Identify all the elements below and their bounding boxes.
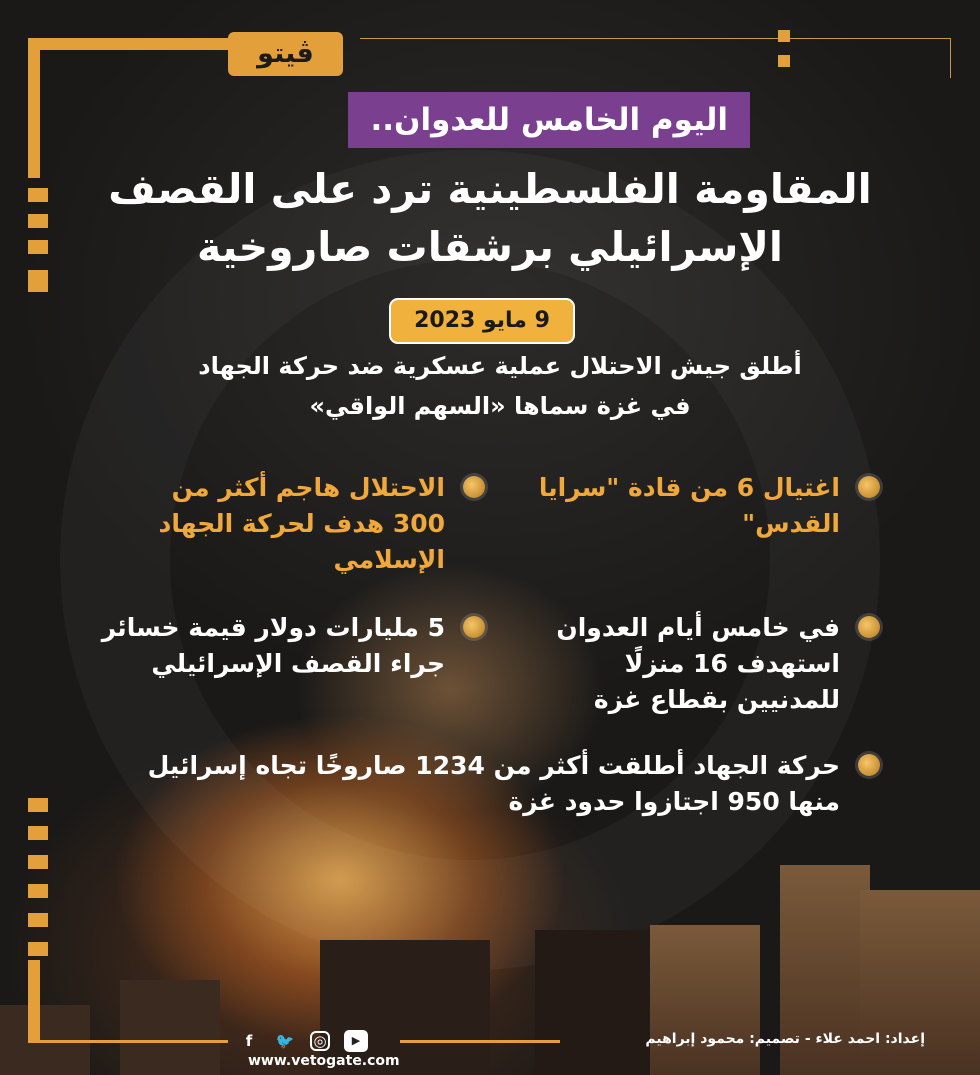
intro-line-2: في غزة سماها «السهم الواقي» bbox=[309, 392, 691, 420]
facebook-icon[interactable]: f bbox=[245, 1032, 253, 1050]
design-by: تصميم: محمود إبراهيم bbox=[645, 1031, 800, 1047]
bullet-item-homes: في خامس أيام العدوان استهدف 16 منزلًا للمدنيين بقطاع غزة bbox=[480, 610, 880, 718]
bullet-item-targets: الاحتلال هاجم أكثر من 300 هدف لحركة الجهاد الإسلامي bbox=[75, 470, 485, 578]
bullet-item-losses: 5 مليارات دولار قيمة خسائر جراء القصف الإسرائيلي bbox=[15, 610, 485, 682]
twitter-icon[interactable]: 🐦 bbox=[275, 1032, 295, 1050]
bullet-dot-icon bbox=[858, 616, 880, 638]
brand-logo: ڤيتو bbox=[228, 32, 343, 76]
headline bbox=[60, 160, 920, 276]
headline-line-2: الإسرائيلي برشقات صاروخية bbox=[197, 223, 783, 271]
intro-line-1: أطلق جيش الاحتلال عملية عسكرية ضد حركة الجهاد bbox=[198, 352, 802, 380]
social-links bbox=[238, 1030, 368, 1052]
intro-text bbox=[120, 346, 880, 426]
bullet-item-rockets: حركة الجهاد أطلقت أكثر من 1234 صاروخًا تجاه إسرائيل منها 950 اجتازوا حدود غزة bbox=[60, 748, 880, 820]
website-link[interactable]: www.vetogate.com bbox=[248, 1053, 400, 1069]
bullet-item-assassination: اغتيال 6 من قادة "سرايا القدس" bbox=[480, 470, 880, 542]
bullet-dot-icon bbox=[463, 476, 485, 498]
prepared-by: إعداد: احمد علاء bbox=[815, 1031, 925, 1047]
headline-line-1: المقاومة الفلسطينية ترد على القصف bbox=[108, 165, 872, 213]
instagram-icon[interactable]: ◎ bbox=[310, 1031, 330, 1051]
frame-top-bar bbox=[28, 38, 228, 50]
credits: إعداد: احمد علاء - تصميم: محمود إبراهيم bbox=[645, 1031, 925, 1047]
footer-divider bbox=[400, 1040, 560, 1043]
bullet-dot-icon bbox=[858, 754, 880, 776]
subtitle-banner: اليوم الخامس للعدوان.. bbox=[348, 92, 750, 148]
date-badge: 9 مايو 2023 bbox=[389, 298, 575, 344]
bullet-dot-icon bbox=[858, 476, 880, 498]
bullet-dot-icon bbox=[463, 616, 485, 638]
youtube-icon[interactable]: ▶ bbox=[344, 1030, 368, 1052]
frame-left-bar bbox=[28, 38, 40, 178]
